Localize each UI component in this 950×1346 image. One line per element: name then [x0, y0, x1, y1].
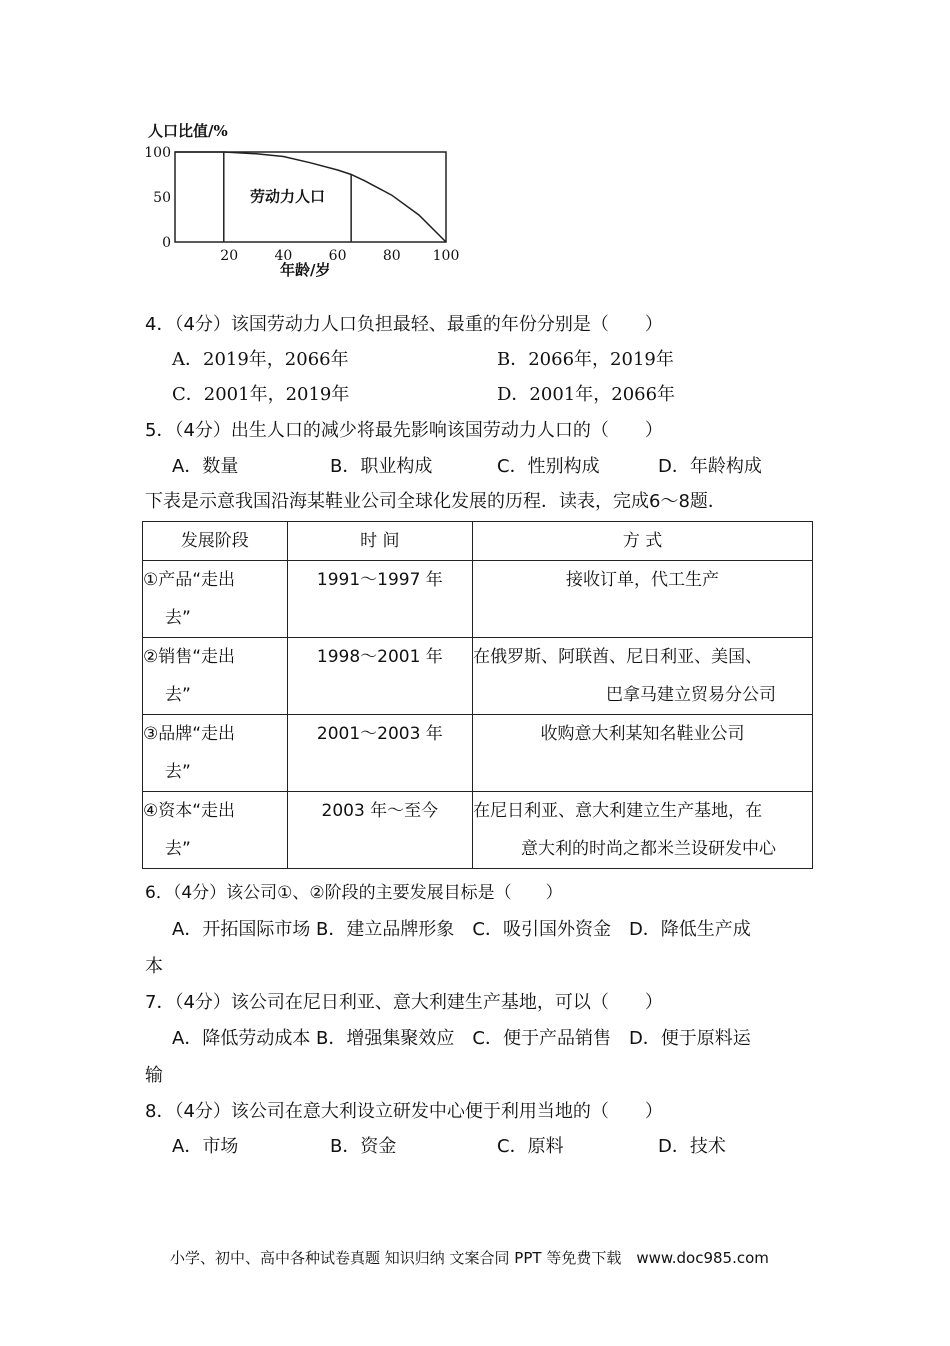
mode-text-cont: 巴拿马建立贸易分公司	[606, 685, 776, 705]
q5-option-c[interactable]: C．性别构成	[497, 456, 600, 477]
table-row	[143, 715, 813, 792]
mode-cell	[473, 638, 813, 715]
q5-option-b[interactable]: B．职业构成	[330, 456, 433, 477]
stage-text: ②销售“走出	[143, 647, 236, 667]
q8-option-a[interactable]: A．市场	[172, 1136, 239, 1157]
q7-stem: 7．（4分）该公司在尼日利亚、意大利建生产基地，可以（ ）	[145, 992, 663, 1013]
header-stage: 发展阶段	[143, 522, 288, 561]
mode-text: 在尼日利亚、意大利建立生产基地，在	[473, 801, 763, 821]
table-row	[143, 792, 813, 869]
table-row	[143, 638, 813, 715]
x-tick-label: 80	[382, 248, 401, 264]
stage-cell	[143, 561, 288, 638]
q8-option-d[interactable]: D．技术	[658, 1136, 726, 1157]
q4-option-a[interactable]: A．2019年，2066年	[172, 349, 349, 370]
time-cell: 1991～1997 年	[287, 561, 472, 638]
y-tick-label: 50	[153, 190, 171, 206]
table-header-row	[143, 522, 813, 561]
q8-option-c[interactable]: C．原料	[497, 1136, 564, 1157]
stage-text: ③品牌“走出	[143, 724, 236, 744]
chart-svg	[140, 118, 470, 283]
q4-option-b[interactable]: B．2066年，2019年	[497, 349, 674, 370]
header-mode: 方 式	[473, 522, 813, 561]
q4-option-c[interactable]: C．2001年，2019年	[172, 384, 350, 405]
development-table	[142, 521, 813, 869]
x-tick-label: 60	[328, 248, 347, 264]
table-intro: 下表是示意我国沿海某鞋业公司全球化发展的历程．读表，完成6～8题．	[145, 491, 726, 512]
stage-cell	[143, 792, 288, 869]
q5-option-d[interactable]: D．年龄构成	[658, 456, 762, 477]
q7-options[interactable]: A．降低劳动成本 B．增强集聚效应 C．便于产品销售 D．便于原料运	[172, 1028, 751, 1049]
stage-cell	[143, 638, 288, 715]
stage-text-cont: 去”	[165, 685, 191, 705]
y-tick-label: 0	[162, 235, 171, 251]
q6-options-wrap: 本	[145, 956, 163, 977]
time-cell: 2003 年～至今	[287, 792, 472, 869]
q4-stem: 4．（4分）该国劳动力人口负担最轻、最重的年份分别是（ ）	[145, 314, 663, 335]
q7-options-wrap: 输	[145, 1065, 163, 1086]
time-cell: 2001～2003 年	[287, 715, 472, 792]
q8-option-b[interactable]: B．资金	[330, 1136, 397, 1157]
mode-text: 接收订单，代工生产	[566, 570, 720, 590]
stage-text: ①产品“走出	[143, 570, 236, 590]
q4-option-d[interactable]: D．2001年，2066年	[497, 384, 676, 405]
mode-cell	[473, 715, 813, 792]
stage-text: ④资本“走出	[143, 801, 236, 821]
page-footer: 小学、初中、高中各种试卷真题 知识归纳 文案合同 PPT 等免费下载 www.doc985.com	[170, 1249, 769, 1267]
stage-text-cont: 去”	[165, 839, 191, 859]
q5-stem: 5．（4分）出生人口的减少将最先影响该国劳动力人口的（ ）	[145, 420, 663, 441]
population-ratio-chart	[140, 118, 470, 283]
table-row	[143, 561, 813, 638]
mode-text: 在俄罗斯、阿联酋、尼日利亚、美国、	[473, 647, 763, 667]
mode-text: 收购意大利某知名鞋业公司	[540, 724, 745, 744]
q5-option-a[interactable]: A．数量	[172, 456, 239, 477]
chart-ylabel: 人口比值/%	[148, 122, 228, 140]
header-time: 时 间	[287, 522, 472, 561]
stage-text-cont: 去”	[165, 608, 191, 628]
mode-text-cont: 意大利的时尚之都米兰设研发中心	[521, 839, 776, 859]
stage-text-cont: 去”	[165, 762, 191, 782]
labor-region-label: 劳动力人口	[249, 187, 325, 206]
x-tick-label: 100	[432, 248, 460, 264]
q6-stem: 6．（4分）该公司①、②阶段的主要发展目标是（ ）	[145, 883, 563, 903]
chart-xlabel: 年龄/岁	[280, 261, 331, 279]
mode-cell	[473, 792, 813, 869]
mode-cell	[473, 561, 813, 638]
time-cell: 1998～2001 年	[287, 638, 472, 715]
q8-stem: 8．（4分）该公司在意大利设立研发中心便于利用当地的（ ）	[145, 1101, 663, 1122]
q6-options[interactable]: A．开拓国际市场 B．建立品牌形象 C．吸引国外资金 D．降低生产成	[172, 919, 751, 940]
x-tick-label: 20	[220, 248, 239, 264]
y-tick-label: 100	[144, 145, 171, 161]
x-tick-label: 40	[274, 248, 293, 264]
stage-cell	[143, 715, 288, 792]
